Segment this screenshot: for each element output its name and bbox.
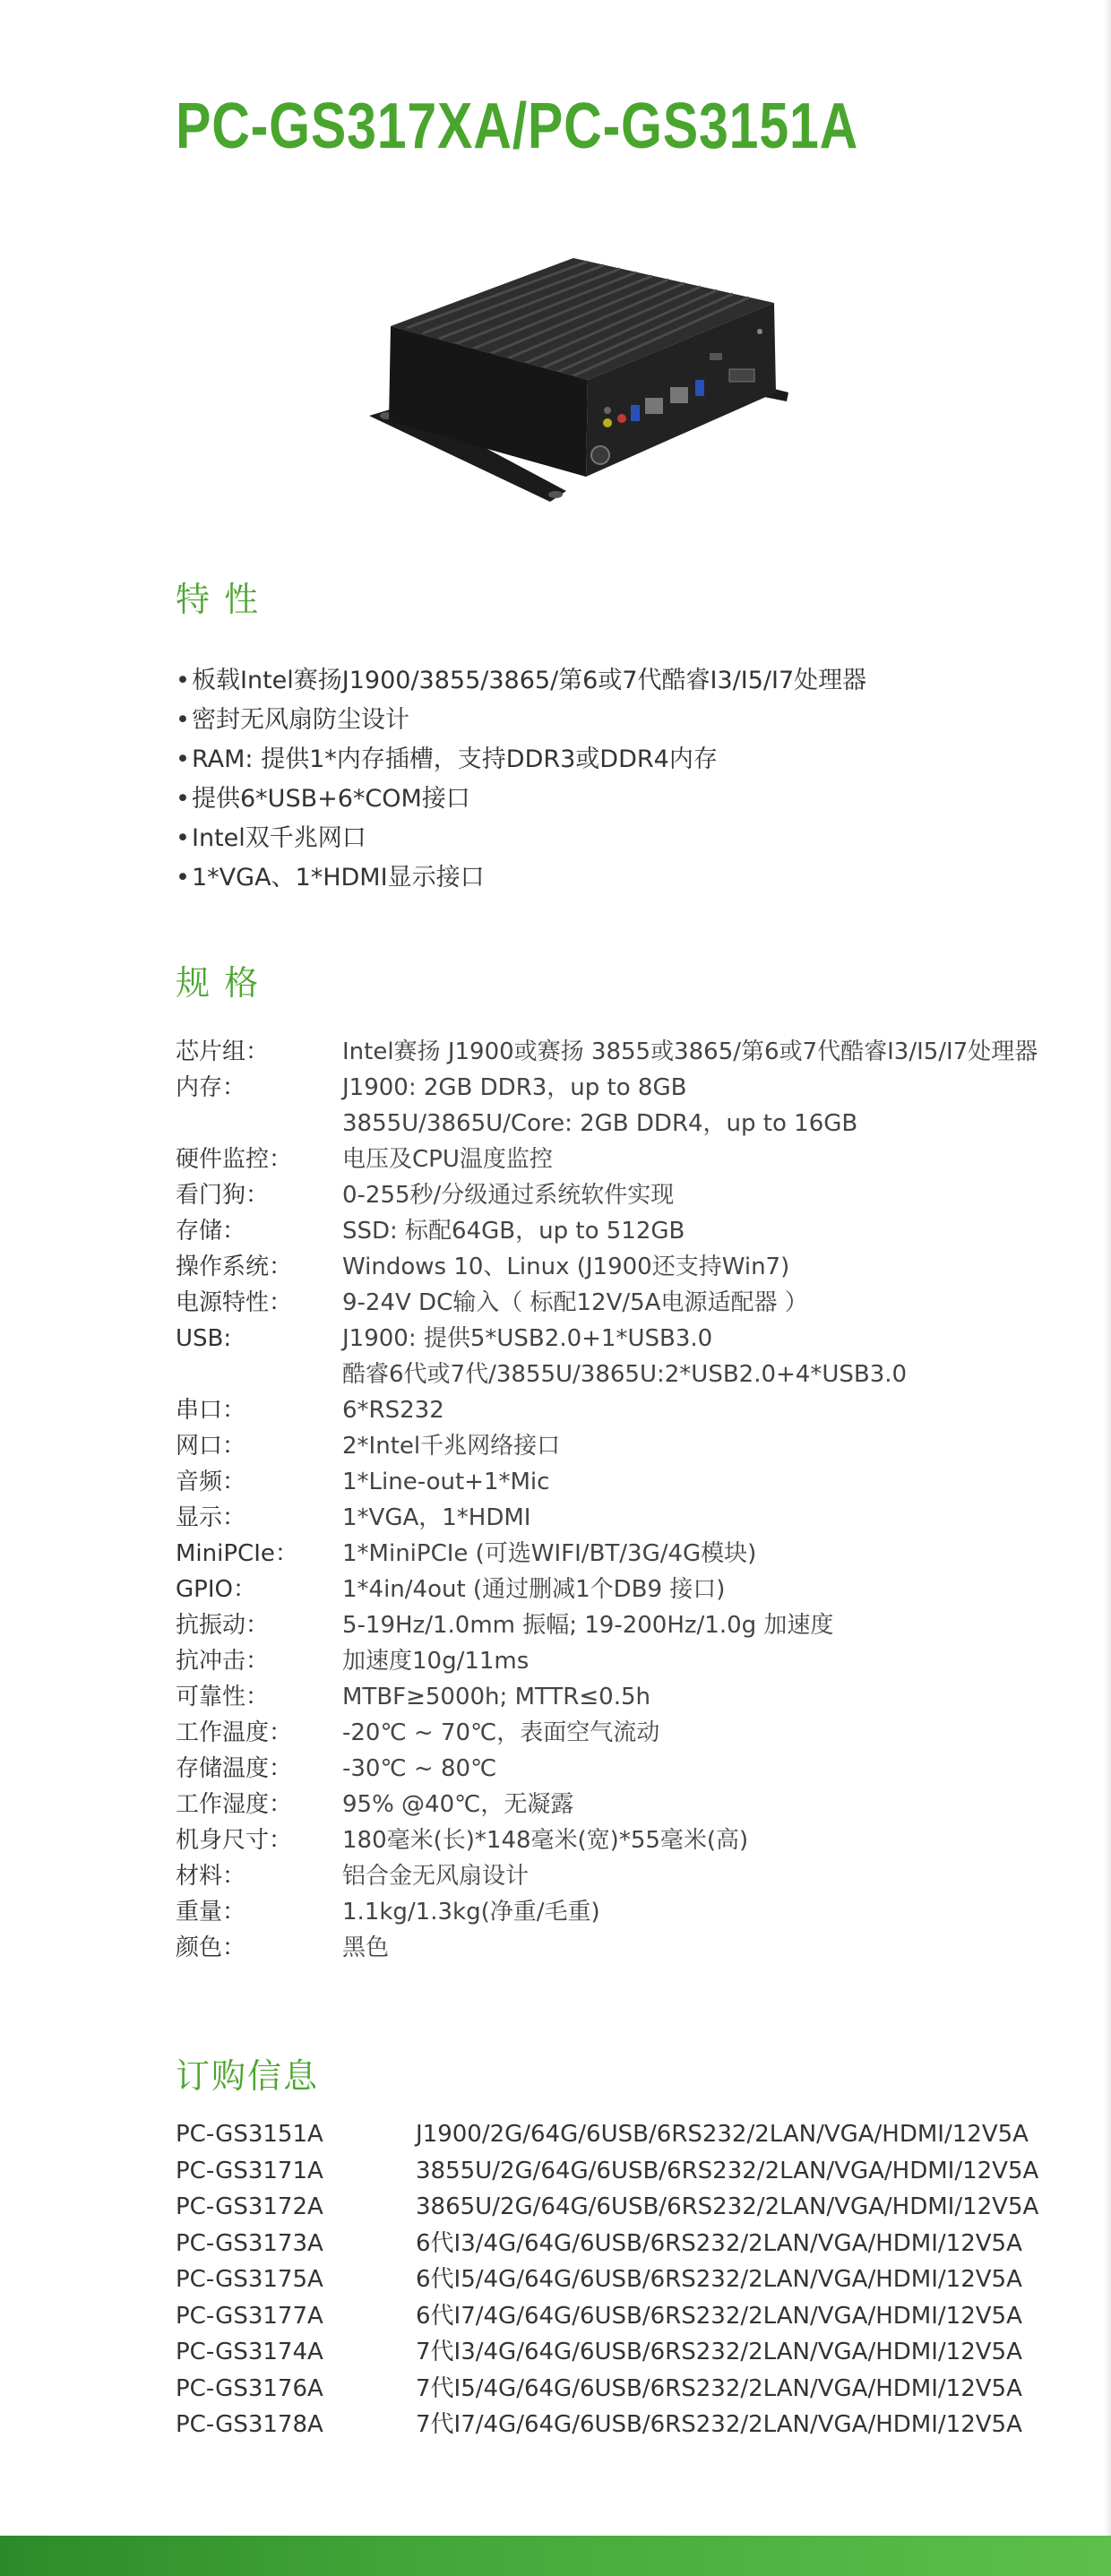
feature-item: •提供6*USB+6*COM接口 bbox=[176, 785, 470, 813]
order-row: PC-GS3151A J1900/2G/64G/6USB/6RS232/2LAN/VGA/HDMI/12V5A bbox=[176, 2121, 1029, 2148]
order-row: PC-GS3178A 7代I7/4G/64G/6USB/6RS232/2LAN/VGA/HDMI/12V5A bbox=[176, 2411, 1022, 2438]
page-edge-shadow bbox=[1104, 0, 1111, 2536]
features-heading: 特 性 bbox=[176, 580, 261, 619]
product-title: PC-GS317XA/PC-GS3151A bbox=[176, 90, 859, 162]
spec-row: GPIO： 1*4in/4out (通过删减1个DB9 接口) bbox=[176, 1576, 726, 1603]
spec-row: 存储温度： -30℃ ~ 80℃ bbox=[176, 1755, 497, 1782]
spec-row: 存储： SSD: 标配64GB，up to 512GB bbox=[176, 1218, 685, 1245]
ordering-table bbox=[176, 2116, 1081, 2443]
footer-bar bbox=[0, 2536, 1111, 2576]
spec-row: 操作系统： Windows 10、Linux (J1900还支持Win7) bbox=[176, 1254, 790, 1280]
feature-item: •板载Intel赛扬J1900/3855/3865/第6或7代酷睿I3/I5/I7处理器 bbox=[176, 667, 867, 694]
spec-row: 抗冲击： 加速度10g/11ms bbox=[176, 1648, 530, 1675]
spec-row: MiniPCIe： 1*MiniPCIe (可选WIFI/BT/3G/4G模块) bbox=[176, 1540, 757, 1567]
specs-heading: 规 格 bbox=[176, 963, 261, 1003]
ordering-heading: 订购信息 bbox=[176, 2056, 320, 2096]
feature-item: •Intel双千兆网口 bbox=[176, 824, 366, 852]
specs-table bbox=[176, 1034, 1081, 1966]
order-row: PC-GS3174A 7代I3/4G/64G/6USB/6RS232/2LAN/VGA/HDMI/12V5A bbox=[176, 2339, 1022, 2365]
features-list bbox=[176, 661, 1036, 898]
spec-row: 可靠性： MTBF≥5000h; MTTR≤0.5h bbox=[176, 1684, 650, 1710]
feature-item: •密封无风扇防尘设计 bbox=[176, 706, 409, 734]
spec-row: 显示： 1*VGA，1*HDMI bbox=[176, 1504, 531, 1531]
spec-row: 内存： J1900: 2GB DDR3，up to 8GB 3855U/3865U/Core: 2GB DDR4，up to 16GB bbox=[176, 1074, 858, 1137]
spec-row: 芯片组： Intel赛扬 J1900或赛扬 3855或3865/第6或7代酷睿I3/I5/I7处理器 bbox=[176, 1038, 1038, 1065]
spec-row: 音频： 1*Line-out+1*Mic bbox=[176, 1469, 550, 1495]
order-row: PC-GS3171A 3855U/2G/64G/6USB/6RS232/2LAN/VGA/HDMI/12V5A bbox=[176, 2157, 1039, 2184]
spec-row: USB: J1900: 提供5*USB2.0+1*USB3.0 酷睿6代或7代/3855U/3865U:2*USB2.0+4*USB3.0 bbox=[176, 1325, 908, 1388]
feature-item: •1*VGA、1*HDMI显示接口 bbox=[176, 864, 485, 892]
spec-row: 看门狗： 0-255秒/分级通过系统软件实现 bbox=[176, 1182, 675, 1209]
spec-row: 串口： 6*RS232 bbox=[176, 1397, 444, 1424]
order-row: PC-GS3173A 6代I3/4G/64G/6USB/6RS232/2LAN/VGA/HDMI/12V5A bbox=[176, 2229, 1022, 2257]
order-row: PC-GS3177A 6代I7/4G/64G/6USB/6RS232/2LAN/VGA/HDMI/12V5A bbox=[176, 2302, 1022, 2330]
spec-row: 材料： 铝合金无风扇设计 bbox=[176, 1863, 530, 1890]
spec-row: 颜色： 黑色 bbox=[176, 1934, 390, 1961]
spec-row: 工作湿度： 95% @40℃，无凝露 bbox=[176, 1791, 574, 1818]
spec-row: 机身尺寸： 180毫米(长)*148毫米(宽)*55毫米(高) bbox=[176, 1827, 749, 1854]
spec-row: 重量： 1.1kg/1.3kg(净重/毛重) bbox=[176, 1899, 600, 1926]
spec-row: 电源特性： 9-24V DC输入（ 标配12V/5A电源适配器 ） bbox=[176, 1289, 808, 1316]
product-image bbox=[366, 253, 792, 504]
spec-row: 工作温度： -20℃ ~ 70℃，表面空气流动 bbox=[176, 1719, 660, 1746]
spec-row: 抗振动： 5-19Hz/1.0mm 振幅; 19-200Hz/1.0g 加速度 bbox=[176, 1612, 834, 1639]
spec-row: 硬件监控： 电压及CPU温度监控 bbox=[176, 1146, 553, 1173]
order-row: PC-GS3176A 7代I5/4G/64G/6USB/6RS232/2LAN/VGA/HDMI/12V5A bbox=[176, 2374, 1022, 2402]
feature-item: •RAM: 提供1*内存插槽，支持DDR3或DDR4内存 bbox=[176, 745, 718, 773]
spec-row: 网口： 2*Intel千兆网络接口 bbox=[176, 1433, 561, 1460]
order-row: PC-GS3172A 3865U/2G/64G/6USB/6RS232/2LAN/VGA/HDMI/12V5A bbox=[176, 2193, 1039, 2220]
order-row: PC-GS3175A 6代I5/4G/64G/6USB/6RS232/2LAN/VGA/HDMI/12V5A bbox=[176, 2266, 1022, 2293]
